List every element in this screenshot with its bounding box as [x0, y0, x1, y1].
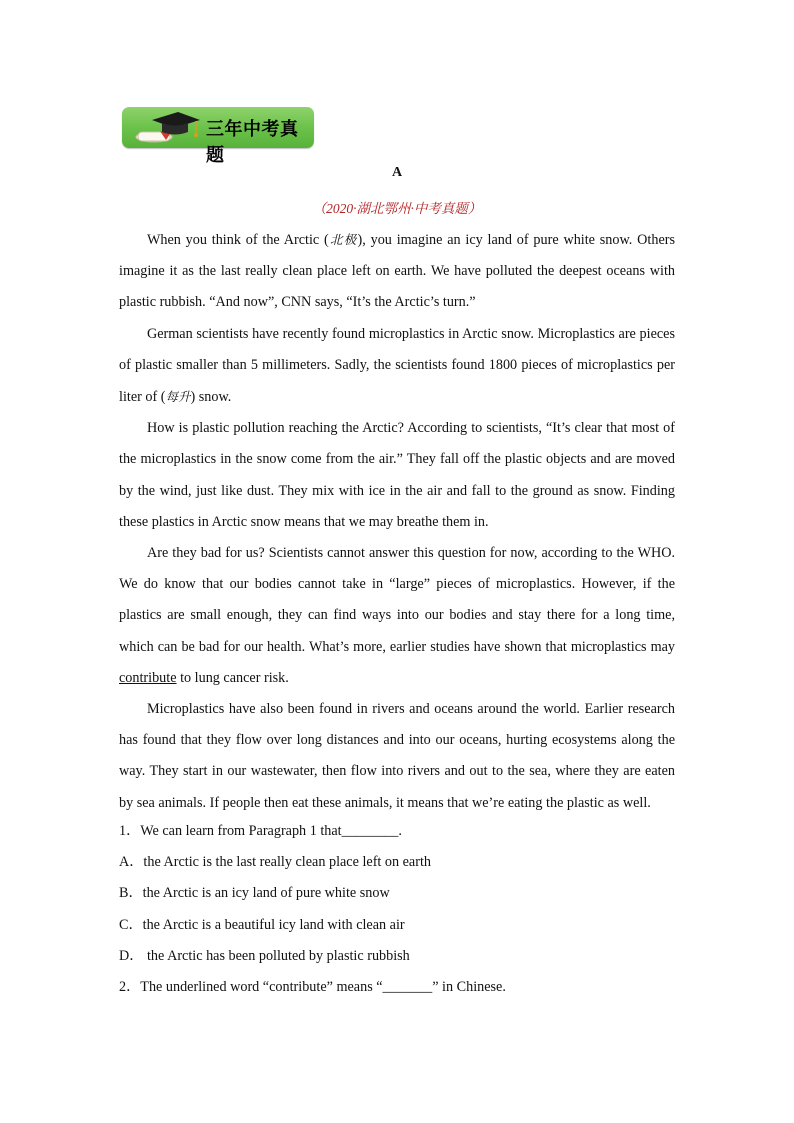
reading-passage — [119, 224, 675, 819]
question-2: 2．The underlined word “contribute” means “_______” in Chinese. — [119, 979, 506, 996]
underlined-word: contribute — [119, 669, 177, 686]
option-d: D． the Arctic has been polluted by plastic rubbish — [119, 947, 410, 964]
option-b: B．the Arctic is an icy land of pure white snow — [119, 885, 390, 902]
chinese-gloss: 每升 — [165, 389, 191, 405]
paragraph-3: How is plastic pollution reaching the Arctic? According to scientists, “It’s clear that most of the microplastics in the snow come from the air.” They fall off the plastic objects and are moved by the wind, just like dust. They mix with ice in the air and fall to the ground as snow. Finding these plastics in Arctic snow means that we may breathe them in. — [119, 420, 675, 530]
paragraph-4: Are they bad for us? Scientists cannot answer this question for now, according to the WHO. We do know that our bodies cannot take in “large” pieces of microplastics. However, if the plastics are small enough, they can find ways into our bodies and stay there for a long time, which can be bad for our health. What’s more, earlier studies have shown that microplastics may contribute to lung cancer risk. — [119, 545, 675, 686]
questions — [119, 816, 675, 1003]
paragraph-1: When you think of the Arctic (北极), you imagine an icy land of pure white snow. Others imagine it as the last really clean place left on earth. We have polluted the deepest oceans with plastic rubbish. “And now”, CNN says, “It’s the Arctic’s turn.” — [119, 232, 675, 311]
source-citation: （2020·湖北鄂州·中考真题） — [312, 201, 482, 216]
graduation-cap-diploma-icon — [130, 110, 200, 146]
option-c: C．the Arctic is a beautiful icy land with clean air — [119, 916, 405, 933]
section-badge — [122, 107, 314, 166]
paragraph-2: German scientists have recently found microplastics in Arctic snow. Microplastics are pieces of plastic smaller than 5 millimeters. Sadly, the scientists found 1800 pieces of microplastics per liter of (每升) snow. — [119, 325, 675, 406]
badge-title: 三年中考真题 — [206, 119, 299, 166]
option-a: A．the Arctic is the last really clean place left on earth — [119, 854, 431, 871]
question-1: 1．We can learn from Paragraph 1 that________. — [119, 823, 402, 839]
section-letter: A — [391, 165, 403, 180]
paragraph-5: Microplastics have also been found in rivers and oceans around the world. Earlier research has found that they flow over long distances and into our oceans, hurting ecosystems along the way. They start in our wastewater, then flow into rivers and out to the sea, where they are eaten by sea animals. If people then eat these animals, it means that we’re eating the plastic as well. — [119, 701, 675, 811]
chinese-gloss: 北极 — [328, 232, 358, 247]
